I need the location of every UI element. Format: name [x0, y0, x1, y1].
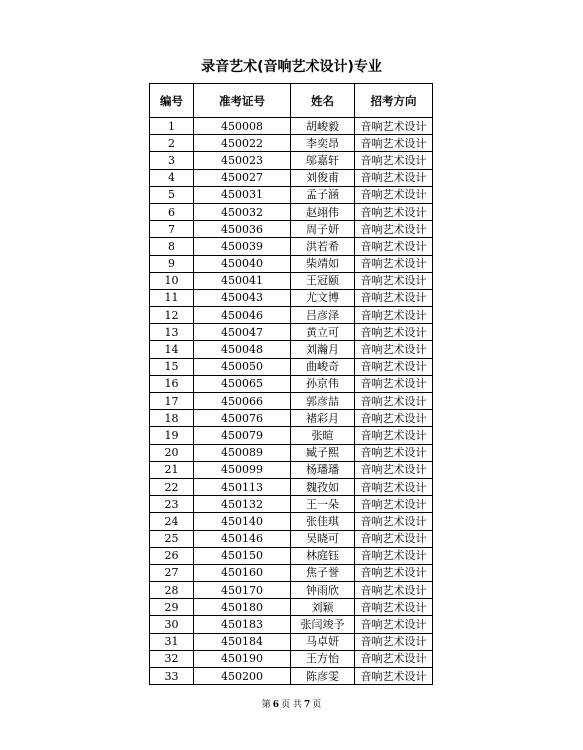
table-row [150, 461, 433, 478]
footer-page-total: 7 [303, 700, 311, 710]
cell-name: 赵翊伟 [291, 203, 355, 220]
cell-name: 马卓妍 [291, 633, 355, 650]
cell-direction: 音响艺术设计 [355, 427, 433, 444]
cell-number: 10 [150, 272, 194, 289]
cell-exam-id: 450032 [194, 203, 291, 220]
cell-name: 刘瀚月 [291, 341, 355, 358]
cell-name: 黄立可 [291, 324, 355, 341]
cell-exam-id: 450140 [194, 513, 291, 530]
cell-number: 25 [150, 530, 194, 547]
cell-exam-id: 450089 [194, 444, 291, 461]
cell-name: 王方怡 [291, 650, 355, 667]
cell-number: 27 [150, 564, 194, 581]
cell-direction: 音响艺术设计 [355, 118, 433, 135]
header-number: 编号 [150, 84, 194, 118]
cell-number: 13 [150, 324, 194, 341]
cell-number: 7 [150, 221, 194, 238]
cell-exam-id: 450036 [194, 221, 291, 238]
table-row [150, 118, 433, 135]
cell-exam-id: 450180 [194, 599, 291, 616]
footer-middle: 页 共 [281, 700, 302, 710]
table-body [150, 118, 433, 685]
cell-number: 19 [150, 427, 194, 444]
cell-direction: 音响艺术设计 [355, 444, 433, 461]
cell-direction: 音响艺术设计 [355, 255, 433, 272]
table-row [150, 513, 433, 530]
cell-name: 王冠颐 [291, 272, 355, 289]
cell-name: 王一朵 [291, 496, 355, 513]
cell-number: 15 [150, 358, 194, 375]
cell-exam-id: 450027 [194, 169, 291, 186]
table-row [150, 599, 433, 616]
cell-name: 陈彦雯 [291, 668, 355, 685]
cell-exam-id: 450160 [194, 564, 291, 581]
cell-exam-id: 450150 [194, 547, 291, 564]
cell-name: 孙京伟 [291, 375, 355, 392]
cell-name: 刘颖 [291, 599, 355, 616]
cell-direction: 音响艺术设计 [355, 633, 433, 650]
cell-direction: 音响艺术设计 [355, 341, 433, 358]
cell-direction: 音响艺术设计 [355, 272, 433, 289]
cell-direction: 音响艺术设计 [355, 410, 433, 427]
cell-exam-id: 450065 [194, 375, 291, 392]
cell-exam-id: 450132 [194, 496, 291, 513]
cell-name: 焦子誉 [291, 564, 355, 581]
cell-direction: 音响艺术设计 [355, 650, 433, 667]
cell-number: 8 [150, 238, 194, 255]
cell-exam-id: 450113 [194, 478, 291, 495]
table-row [150, 255, 433, 272]
cell-name: 杨璠璠 [291, 461, 355, 478]
table-row [150, 582, 433, 599]
table-row [150, 203, 433, 220]
cell-number: 32 [150, 650, 194, 667]
table-row [150, 307, 433, 324]
cell-number: 31 [150, 633, 194, 650]
cell-exam-id: 450023 [194, 152, 291, 169]
cell-number: 11 [150, 289, 194, 306]
table-row [150, 152, 433, 169]
cell-exam-id: 450146 [194, 530, 291, 547]
cell-name: 孟子涵 [291, 186, 355, 203]
table-row [150, 393, 433, 410]
table-row [150, 427, 433, 444]
cell-exam-id: 450184 [194, 633, 291, 650]
cell-number: 1 [150, 118, 194, 135]
cell-number: 20 [150, 444, 194, 461]
cell-exam-id: 450047 [194, 324, 291, 341]
table-row [150, 530, 433, 547]
cell-number: 22 [150, 478, 194, 495]
cell-name: 曲峻奇 [291, 358, 355, 375]
cell-exam-id: 450183 [194, 616, 291, 633]
cell-name: 郭彦喆 [291, 393, 355, 410]
cell-direction: 音响艺术设计 [355, 668, 433, 685]
cell-name: 张佳琪 [291, 513, 355, 530]
cell-number: 30 [150, 616, 194, 633]
cell-direction: 音响艺术设计 [355, 530, 433, 547]
table-row [150, 616, 433, 633]
cell-direction: 音响艺术设计 [355, 564, 433, 581]
page-footer [0, 699, 583, 711]
cell-exam-id: 450040 [194, 255, 291, 272]
table-row [150, 564, 433, 581]
cell-number: 23 [150, 496, 194, 513]
table-row [150, 410, 433, 427]
cell-number: 17 [150, 393, 194, 410]
cell-exam-id: 450041 [194, 272, 291, 289]
cell-direction: 音响艺术设计 [355, 289, 433, 306]
table-row [150, 221, 433, 238]
table-row [150, 272, 433, 289]
table-row [150, 547, 433, 564]
cell-name: 吴晓可 [291, 530, 355, 547]
cell-name: 林庭钰 [291, 547, 355, 564]
cell-number: 28 [150, 582, 194, 599]
footer-page-number: 6 [272, 700, 280, 710]
cell-number: 21 [150, 461, 194, 478]
cell-name: 刘俊甫 [291, 169, 355, 186]
header-direction: 招考方向 [355, 84, 433, 118]
cell-number: 2 [150, 135, 194, 152]
cell-number: 24 [150, 513, 194, 530]
cell-direction: 音响艺术设计 [355, 513, 433, 530]
cell-exam-id: 450066 [194, 393, 291, 410]
cell-direction: 音响艺术设计 [355, 599, 433, 616]
cell-direction: 音响艺术设计 [355, 393, 433, 410]
footer-suffix: 页 [312, 700, 322, 710]
table-row [150, 496, 433, 513]
footer-prefix: 第 [261, 700, 271, 710]
cell-exam-id: 450048 [194, 341, 291, 358]
cell-exam-id: 450190 [194, 650, 291, 667]
cell-direction: 音响艺术设计 [355, 135, 433, 152]
cell-number: 5 [150, 186, 194, 203]
cell-name: 张闫竣予 [291, 616, 355, 633]
cell-name: 尤文博 [291, 289, 355, 306]
cell-number: 14 [150, 341, 194, 358]
cell-name: 褚彩月 [291, 410, 355, 427]
cell-direction: 音响艺术设计 [355, 203, 433, 220]
cell-number: 4 [150, 169, 194, 186]
cell-number: 33 [150, 668, 194, 685]
cell-exam-id: 450039 [194, 238, 291, 255]
cell-direction: 音响艺术设计 [355, 238, 433, 255]
cell-exam-id: 450079 [194, 427, 291, 444]
table-row [150, 444, 433, 461]
admission-list-table [149, 83, 433, 685]
table-row [150, 324, 433, 341]
cell-name: 魏孜如 [291, 478, 355, 495]
cell-exam-id: 450046 [194, 307, 291, 324]
cell-direction: 音响艺术设计 [355, 221, 433, 238]
cell-direction: 音响艺术设计 [355, 186, 433, 203]
table-row [150, 238, 433, 255]
cell-direction: 音响艺术设计 [355, 152, 433, 169]
table-row [150, 289, 433, 306]
cell-direction: 音响艺术设计 [355, 375, 433, 392]
cell-number: 29 [150, 599, 194, 616]
header-exam-id: 准考证号 [194, 84, 291, 118]
cell-exam-id: 450050 [194, 358, 291, 375]
table-row [150, 375, 433, 392]
cell-name: 钟雨欣 [291, 582, 355, 599]
table-row [150, 358, 433, 375]
cell-number: 12 [150, 307, 194, 324]
cell-direction: 音响艺术设计 [355, 324, 433, 341]
cell-exam-id: 450200 [194, 668, 291, 685]
cell-exam-id: 450008 [194, 118, 291, 135]
cell-name: 张暄 [291, 427, 355, 444]
cell-direction: 音响艺术设计 [355, 307, 433, 324]
table-row [150, 169, 433, 186]
table-row [150, 633, 433, 650]
cell-name: 李奕昂 [291, 135, 355, 152]
cell-name: 周子妍 [291, 221, 355, 238]
header-name: 姓名 [291, 84, 355, 118]
cell-direction: 音响艺术设计 [355, 616, 433, 633]
cell-name: 胡峻毅 [291, 118, 355, 135]
table-row [150, 650, 433, 667]
cell-name: 吕彦泽 [291, 307, 355, 324]
cell-exam-id: 450031 [194, 186, 291, 203]
table-row [150, 478, 433, 495]
cell-name: 邬嘉轩 [291, 152, 355, 169]
cell-direction: 音响艺术设计 [355, 461, 433, 478]
cell-number: 18 [150, 410, 194, 427]
cell-direction: 音响艺术设计 [355, 358, 433, 375]
cell-exam-id: 450043 [194, 289, 291, 306]
cell-direction: 音响艺术设计 [355, 547, 433, 564]
cell-exam-id: 450099 [194, 461, 291, 478]
table-row [150, 341, 433, 358]
cell-direction: 音响艺术设计 [355, 582, 433, 599]
page-title: 录音艺术(音响艺术设计)专业 [201, 59, 382, 75]
cell-number: 9 [150, 255, 194, 272]
table-header-row [150, 84, 433, 118]
cell-name: 柴靖如 [291, 255, 355, 272]
cell-exam-id: 450170 [194, 582, 291, 599]
cell-number: 26 [150, 547, 194, 564]
cell-name: 洪若希 [291, 238, 355, 255]
table-row [150, 135, 433, 152]
cell-exam-id: 450076 [194, 410, 291, 427]
cell-name: 臧子熙 [291, 444, 355, 461]
cell-direction: 音响艺术设计 [355, 496, 433, 513]
cell-direction: 音响艺术设计 [355, 169, 433, 186]
cell-number: 3 [150, 152, 194, 169]
table-row [150, 668, 433, 685]
cell-number: 16 [150, 375, 194, 392]
cell-number: 6 [150, 203, 194, 220]
table-row [150, 186, 433, 203]
cell-direction: 音响艺术设计 [355, 478, 433, 495]
cell-exam-id: 450022 [194, 135, 291, 152]
